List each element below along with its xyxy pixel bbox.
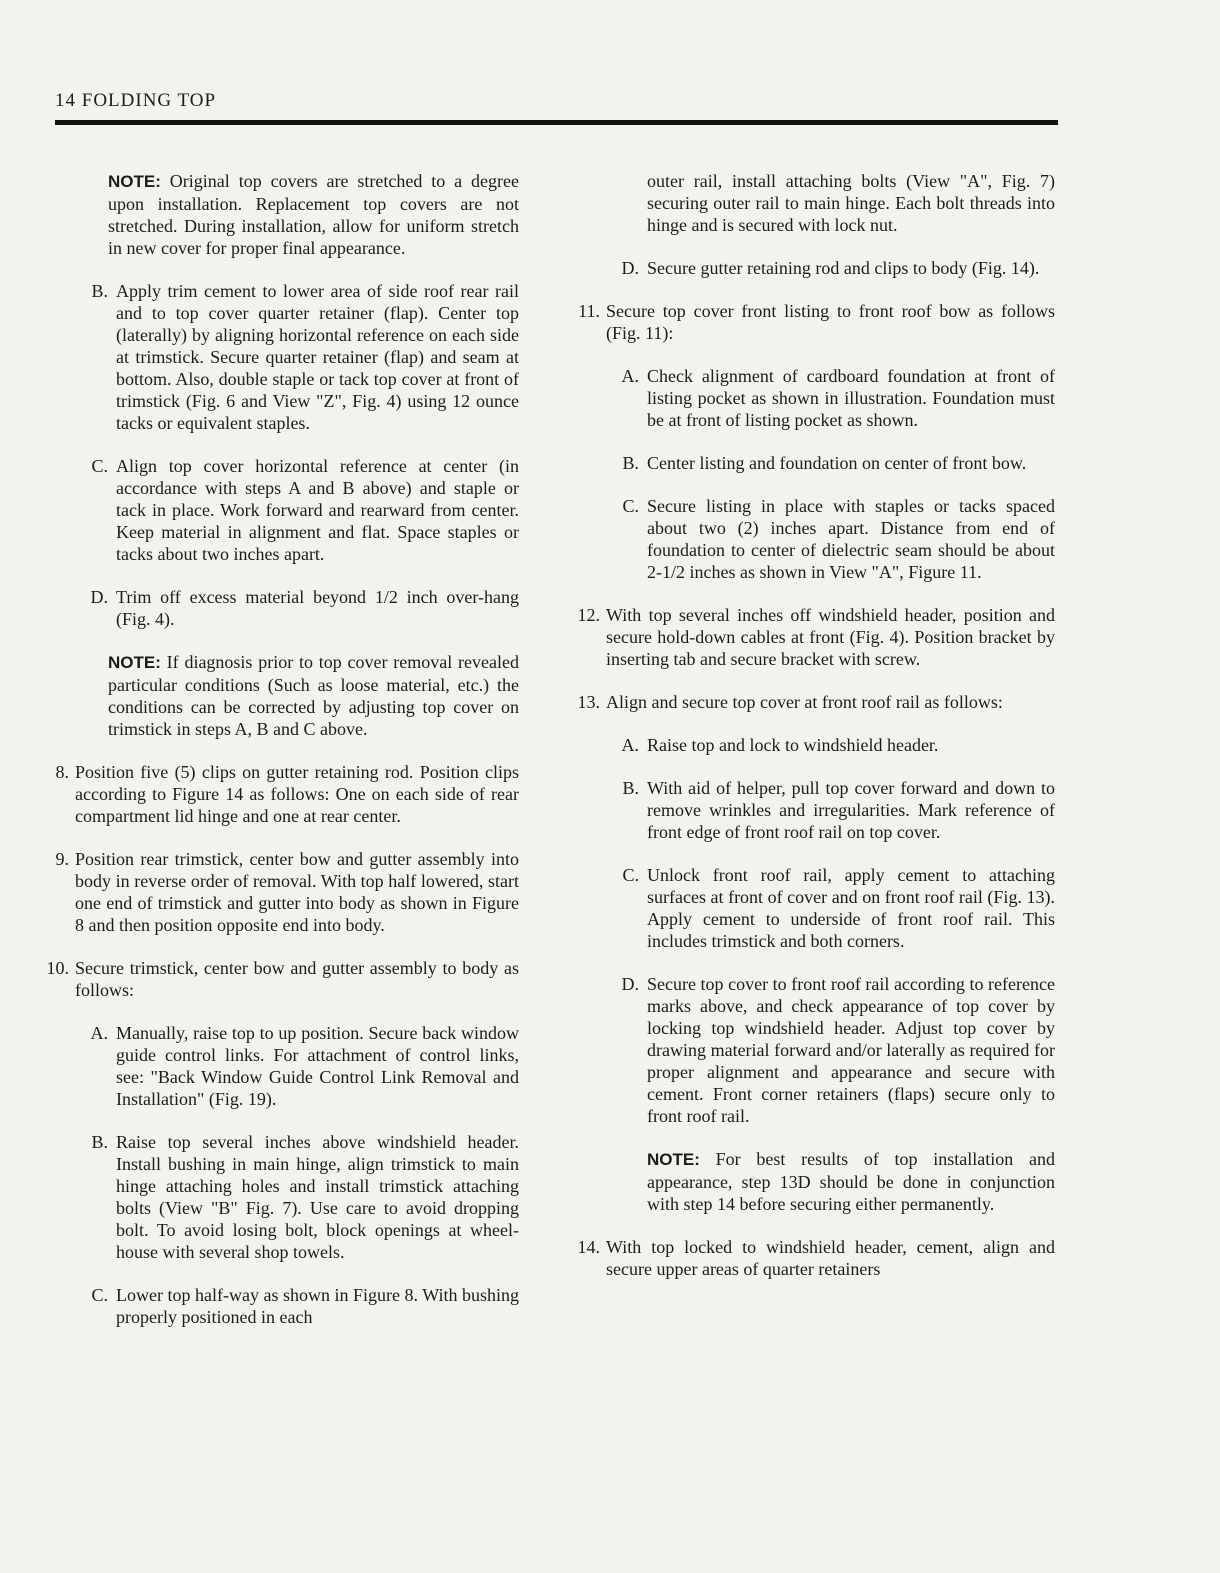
- step-text: With aid of helper, pull top cover forward and down to remove wrinkles and irregularities. Mark reference of front edge of front roof rail on top cover.: [647, 778, 1055, 842]
- step-text: Align top cover horizontal reference at center (in accordance with steps A and B above) and staple or tack in place. Work forward and rearward from center. Keep material in alignment and flat. Space staples or tacks about two inches apart.: [116, 456, 519, 564]
- step-10d: [575, 257, 1055, 279]
- step-12: [575, 604, 1055, 670]
- step-label: A.: [90, 1023, 108, 1043]
- step-text: Secure top cover front listing to front roof bow as follows (Fig. 11):: [606, 301, 1055, 343]
- note-text: For best results of top installation and appearance, step 13D should be done in conjunction with step 14 before securing either permanently.: [647, 1149, 1055, 1214]
- step-11b: [575, 452, 1055, 474]
- page-header: 14 FOLDING TOP: [55, 90, 217, 111]
- note-stretch: [44, 170, 519, 259]
- step-13b: [575, 777, 1055, 843]
- step-10a: [44, 1022, 519, 1110]
- step-text: Trim off excess material beyond 1/2 inch over-hang (Fig. 4).: [116, 587, 519, 629]
- note-label: NOTE:: [108, 653, 161, 672]
- step-label: 8.: [55, 762, 69, 782]
- step-13a: [575, 734, 1055, 756]
- step-text: Secure gutter retaining rod and clips to body (Fig. 14).: [647, 258, 1040, 278]
- step-b: [44, 280, 519, 434]
- step-text: With top locked to windshield header, cement, align and secure upper areas of quarter retainers: [606, 1237, 1055, 1279]
- header-rule: [55, 120, 1058, 125]
- step-text: Secure listing in place with staples or tacks spaced about two (2) inches apart. Distance from end of foundation to center of dielectric seam should be about 2-1/2 inches as shown in View "A", Figure 11.: [647, 496, 1055, 582]
- step-label: 12.: [577, 605, 600, 625]
- step-label: C.: [91, 456, 108, 476]
- step-label: D.: [621, 974, 639, 994]
- step-9: [44, 848, 519, 936]
- step-label: C.: [622, 865, 639, 885]
- step-text: Raise top and lock to windshield header.: [647, 735, 939, 755]
- step-text: Position rear trimstick, center bow and gutter assembly into body in reverse order of removal. With top half lowered, start one end of trimstick and gutter into body as shown in Figure 8 and then position opposite end into body.: [75, 849, 519, 935]
- step-8: [44, 761, 519, 827]
- step-label: A.: [621, 366, 639, 386]
- note-label: NOTE:: [108, 172, 161, 191]
- step-text: With top several inches off windshield header, position and secure hold-down cables at front (Fig. 4). Position bracket by inserting tab and secure bracket with screw.: [606, 605, 1055, 669]
- step-label: C.: [622, 496, 639, 516]
- step-10c: [44, 1284, 519, 1328]
- step-text: Unlock front roof rail, apply cement to attaching surfaces at front of cover and on front roof rail (Fig. 13). Apply cement to underside of front roof rail. This includes trimstick and both corners.: [647, 865, 1055, 951]
- step-label: B.: [622, 778, 639, 798]
- step-label: C.: [91, 1285, 108, 1305]
- step-label: 11.: [578, 301, 600, 321]
- step-label: D.: [90, 587, 108, 607]
- step-13d: [575, 973, 1055, 1127]
- note-diagnosis: [44, 651, 519, 740]
- step-text: Manually, raise top to up position. Secure back window guide control links. For attachment of control links, see: "Back Window Guide Control Link Removal and Installation" (Fig. 19).: [116, 1023, 519, 1109]
- step-text: Center listing and foundation on center of front bow.: [647, 453, 1027, 473]
- step-c: [44, 455, 519, 565]
- step-text: Secure top cover to front roof rail according to reference marks above, and check appearance of top cover by locking top windshield header. Adjust top cover by drawing material forward and/or laterally as required for proper alignment and appearance and secure with cement. Front corner retainers (flaps) secure only to front roof rail.: [647, 974, 1055, 1126]
- step-label: A.: [621, 735, 639, 755]
- step-text: Position five (5) clips on gutter retaining rod. Position clips according to Figure 14 as follows: One on each side of rear compartment lid hinge and one at rear center.: [75, 762, 519, 826]
- step-14: [575, 1236, 1055, 1280]
- step-text: Align and secure top cover at front roof rail as follows:: [606, 692, 1003, 712]
- step-label: 13.: [577, 692, 600, 712]
- step-10: [44, 957, 519, 1001]
- step-text: Secure trimstick, center bow and gutter assembly to body as follows:: [75, 958, 519, 1000]
- step-13c: [575, 864, 1055, 952]
- step-label: D.: [621, 258, 639, 278]
- step-label: 14.: [577, 1237, 600, 1257]
- step-d: [44, 586, 519, 630]
- note-text: If diagnosis prior to top cover removal revealed particular conditions (Such as loose material, etc.) the conditions can be corrected by adjusting top cover on trimstick in steps A, B and C above.: [108, 652, 519, 739]
- step-10b: [44, 1131, 519, 1263]
- right-column: [575, 170, 1055, 1301]
- step-text: Check alignment of cardboard foundation at front of listing pocket as shown in illustration. Foundation must be at front of listing pocket as shown.: [647, 366, 1055, 430]
- step-label: B.: [622, 453, 639, 473]
- step-text: Apply trim cement to lower area of side roof rear rail and to top cover quarter retainer (flap). Center top (laterally) by aligning horizontal reference on each side at trimstick. Secure quarter retainer (flap) and seam at bottom. Also, double staple or tack top cover at front of trimstick (Fig. 6 and View "Z", Fig. 4) using 12 ounce tacks or equivalent staples.: [116, 281, 519, 433]
- step-11a: [575, 365, 1055, 431]
- step-11c: [575, 495, 1055, 583]
- step-label: B.: [91, 281, 108, 301]
- note-best-results: [575, 1148, 1055, 1215]
- step-label: 10.: [46, 958, 69, 978]
- note-label: NOTE:: [647, 1150, 700, 1169]
- note-text: Original top covers are stretched to a degree upon installation. Replacement top covers are not stretched. During installation, allow for uniform stretch in new cover for proper final appearance.: [108, 171, 519, 258]
- left-column: [44, 170, 519, 1349]
- step-13: [575, 691, 1055, 713]
- step-11: [575, 300, 1055, 344]
- step-label: 9.: [55, 849, 69, 869]
- step-text: Lower top half-way as shown in Figure 8. With bushing properly positioned in each: [116, 1285, 519, 1327]
- step-text: Raise top several inches above windshield header. Install bushing in main hinge, align trimstick to main hinge attaching holes and install trimstick attaching bolts (View "B" Fig. 7). Use care to avoid dropping bolt. To avoid losing bolt, block openings at wheel-house with several shop towels.: [116, 1132, 519, 1262]
- step-label: B.: [91, 1132, 108, 1152]
- step-10c-continued: outer rail, install attaching bolts (View "A", Fig. 7) securing outer rail to main hinge. Each bolt threads into hinge and is secured with lock nut.: [647, 171, 1055, 235]
